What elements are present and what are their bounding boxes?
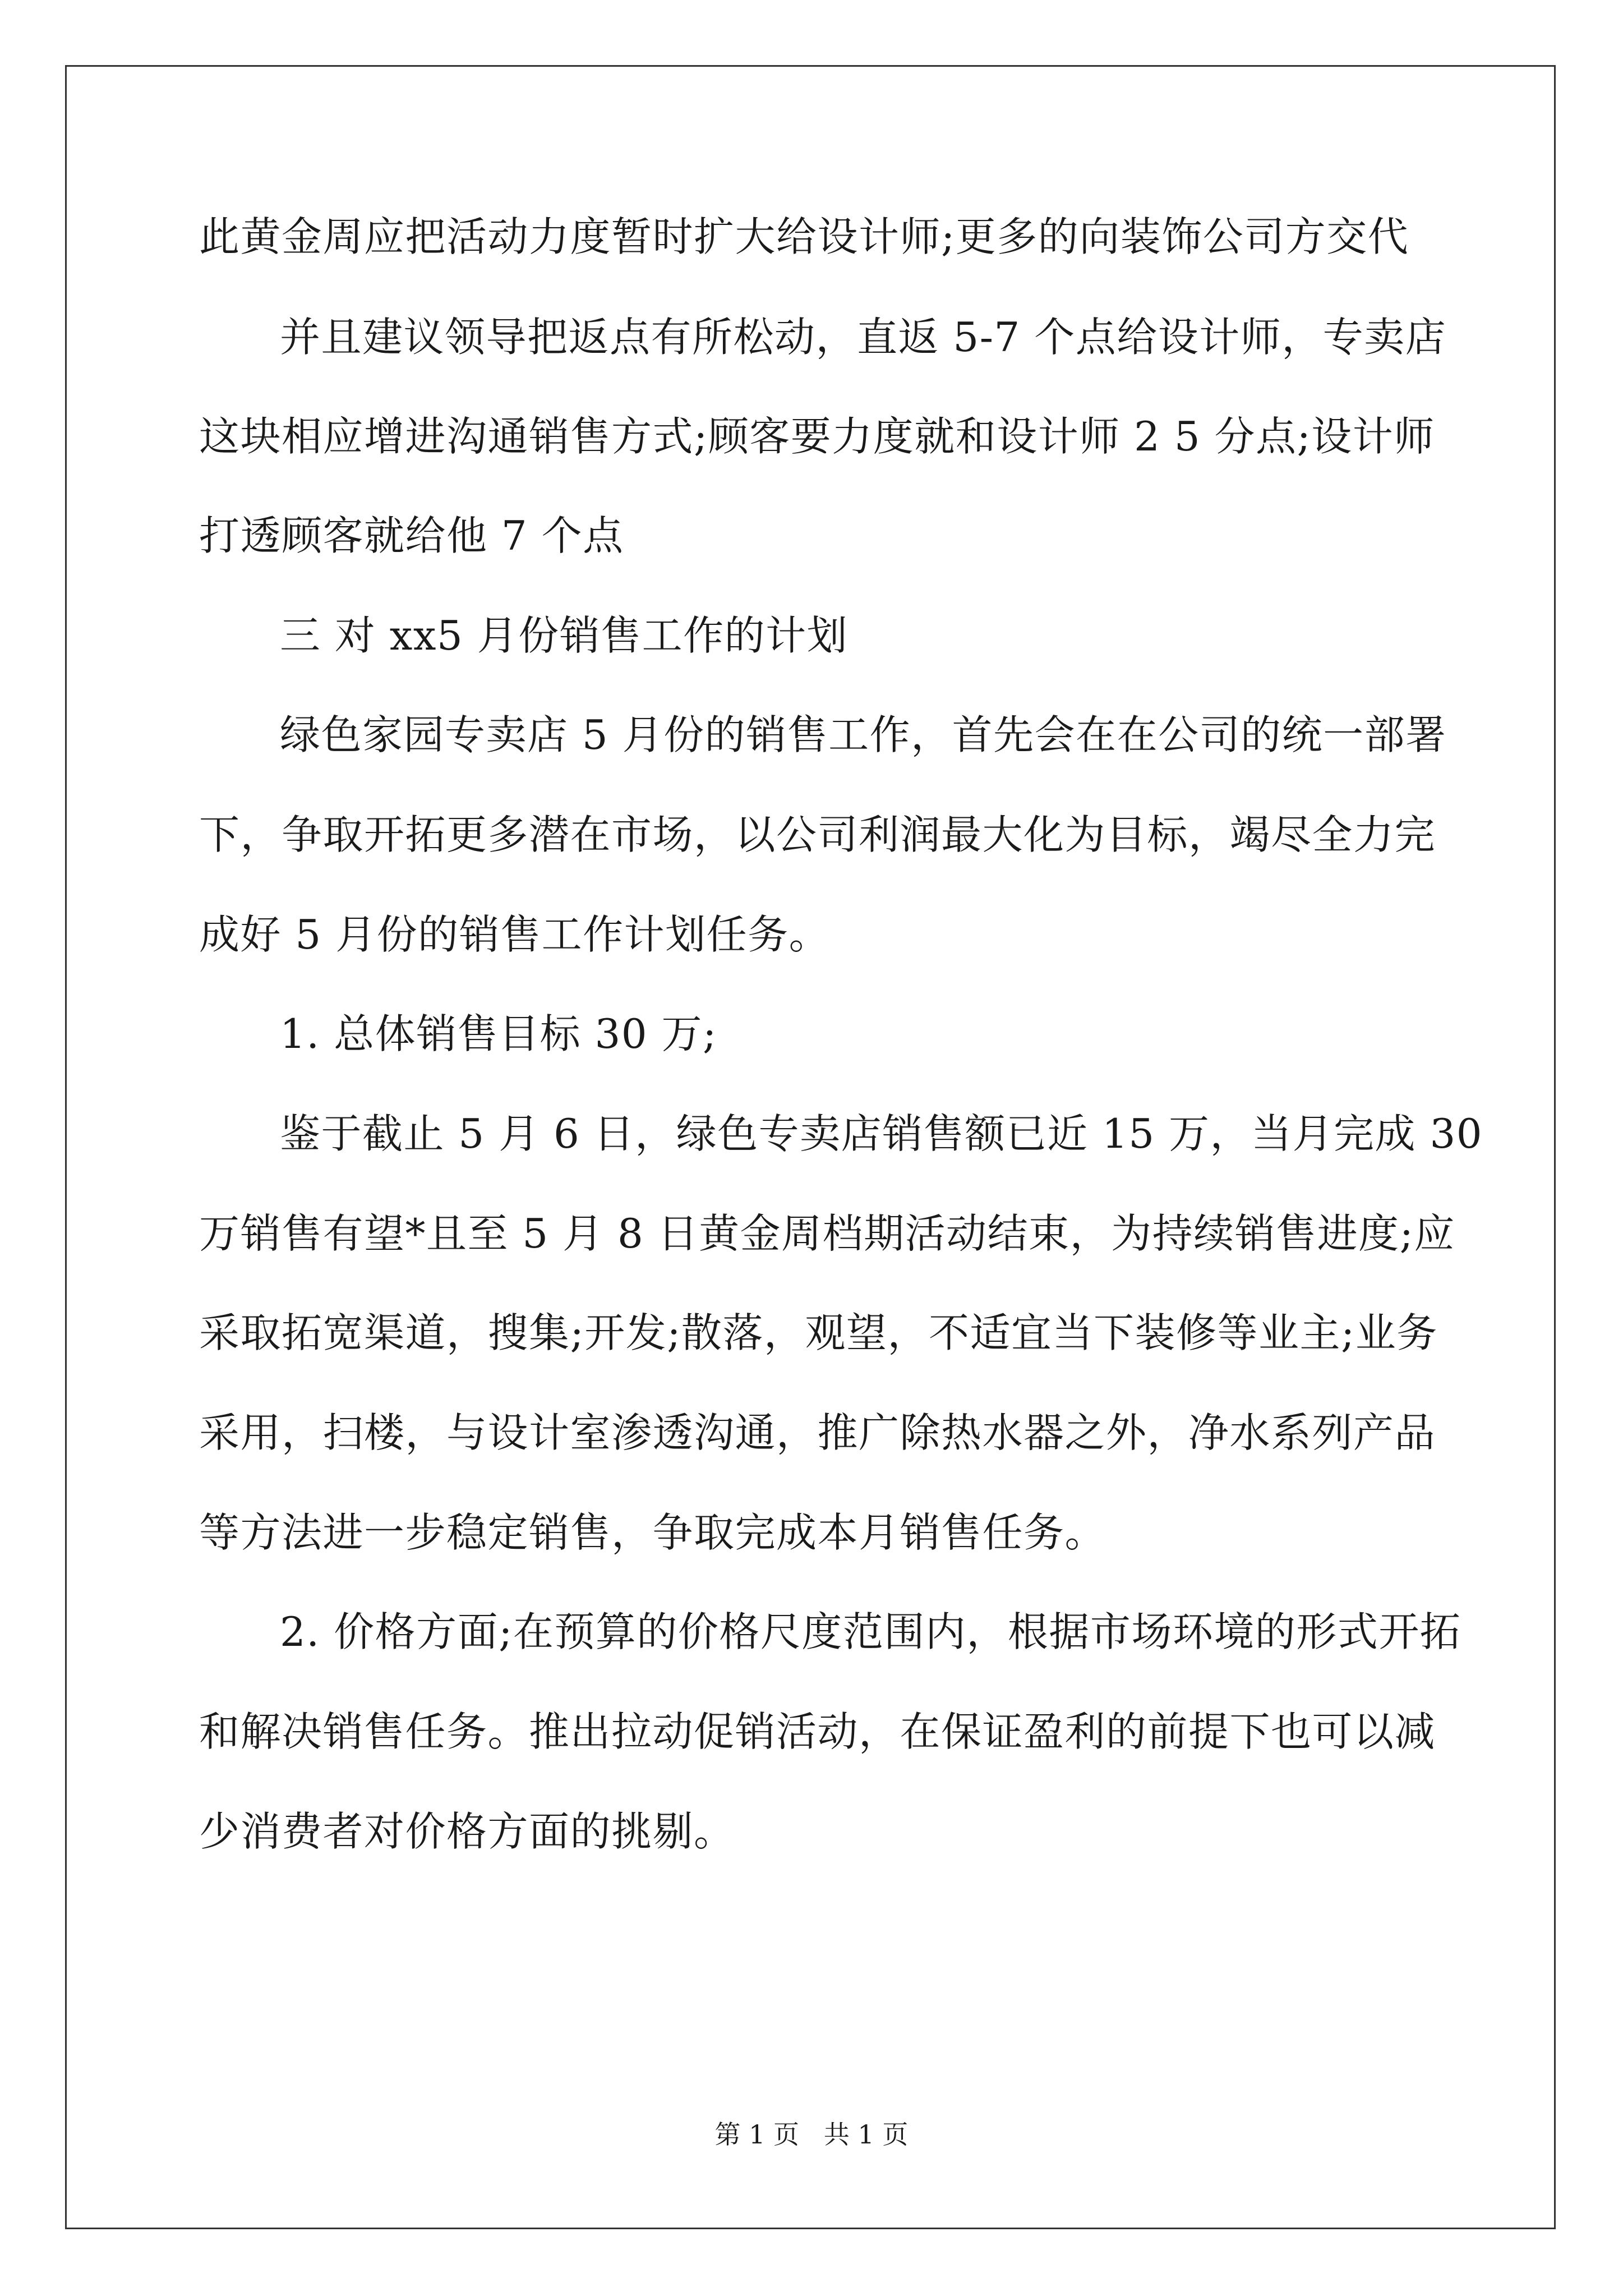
text-line: 2. 价格方面;在预算的价格尺度范围内，根据市场环境的形式开拓 bbox=[280, 1608, 1461, 1655]
text-line: 这块相应增进沟通销售方式;顾客要力度就和设计师 2 5 分点;设计师 bbox=[199, 413, 1435, 460]
text-line: 打透顾客就给他 7 个点 bbox=[199, 512, 624, 559]
text-line: 等方法进一步稳定销售，争取完成本月销售任务。 bbox=[199, 1509, 1106, 1556]
list-item-heading: 1. 总体销售目标 30 万; bbox=[280, 1010, 717, 1057]
text-line: 此黄金周应把活动力度暂时扩大给设计师;更多的向装饰公司方交代 bbox=[199, 213, 1409, 260]
text-line: 少消费者对价格方面的挑剔。 bbox=[199, 1808, 735, 1855]
text-line: 和解决销售任务。推出拉动促销活动，在保证盈利的前提下也可以减 bbox=[199, 1708, 1436, 1755]
text-line: 鉴于截止 5 月 6 日，绿色专卖店销售额已近 15 万，当月完成 30 bbox=[280, 1110, 1483, 1157]
text-line: 绿色家园专卖店 5 月份的销售工作，首先会在在公司的统一部署 bbox=[280, 711, 1447, 758]
text-line: 采用，扫楼，与设计室渗透沟通，推广除热水器之外，净水系列产品 bbox=[199, 1409, 1436, 1456]
text-line: 万销售有望*且至 5 月 8 日黄金周档期活动结束，为持续销售进度;应 bbox=[199, 1210, 1455, 1257]
text-line: 并且建议领导把返点有所松动，直返 5-7 个点给设计师，专卖店 bbox=[280, 314, 1447, 361]
text-line: 下，争取开拓更多潜在市场，以公司利润最大化为目标，竭尽全力完 bbox=[199, 811, 1436, 858]
text-line: 采取拓宽渠道，搜集;开发;散落，观望，不适宜当下装修等业主;业务 bbox=[199, 1309, 1438, 1356]
page-footer: 第 1 页 共 1 页 bbox=[714, 2119, 909, 2150]
section-heading: 三 对 xx5 月份销售工作的计划 bbox=[280, 612, 849, 659]
text-line: 成好 5 月份的销售工作计划任务。 bbox=[199, 911, 831, 958]
